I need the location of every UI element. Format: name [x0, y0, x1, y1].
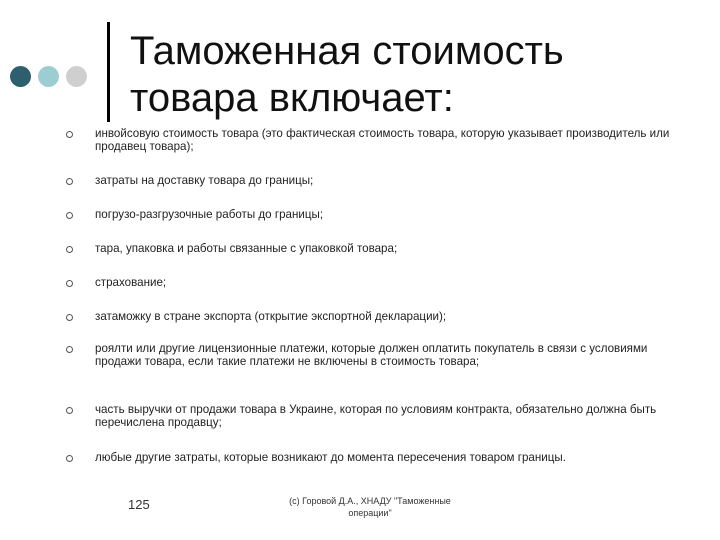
dot-gray — [66, 66, 87, 87]
decorative-dots — [10, 66, 87, 87]
bullet-marker-icon — [66, 407, 73, 414]
bullet-text: затраты на доставку товара до границы; — [95, 174, 314, 187]
dot-light — [38, 66, 59, 87]
bullet-text: роялти или другие лицензионные платежи, которые должен оплатить покупатель в связи с условиями продажи товара, если такие платежи не включены в стоимость товара; — [95, 342, 648, 368]
dot-dark — [10, 66, 31, 87]
title-divider — [107, 22, 110, 122]
bullet-text: страхование; — [95, 276, 167, 289]
footer-credit: (c) Горовой Д.А., ХНАДУ "Таможенные операции" — [289, 496, 451, 518]
bullet-text: затаможку в стране экспорта (открытие экспортной декларации); — [95, 310, 447, 323]
bullet-text: инвойсовую стоимость товара (это фактическая стоимость товара, которую указывает производитель или продавец товара); — [95, 127, 670, 153]
bullet-marker-icon — [66, 314, 73, 321]
bullet-marker-icon — [66, 346, 73, 353]
bullet-text: погрузо-разгрузочные работы до границы; — [95, 208, 324, 221]
bullet-marker-icon — [66, 212, 73, 219]
bullet-marker-icon — [66, 178, 73, 185]
slide-title: Таможенная стоимость товара включает: — [130, 29, 564, 120]
page-number: 125 — [128, 497, 150, 512]
bullet-marker-icon — [66, 455, 73, 462]
bullet-text: часть выручки от продажи товара в Украине, которая по условиям контракта, обязательно должна быть перечислена продавцу; — [95, 403, 657, 429]
bullet-text: любые другие затраты, которые возникают до момента пересечения товаром границы. — [95, 451, 566, 464]
bullet-text: тара, упаковка и работы связанные с упаковкой товара; — [95, 242, 398, 255]
bullet-marker-icon — [66, 280, 73, 287]
bullet-marker-icon — [66, 131, 73, 138]
bullet-marker-icon — [66, 246, 73, 253]
